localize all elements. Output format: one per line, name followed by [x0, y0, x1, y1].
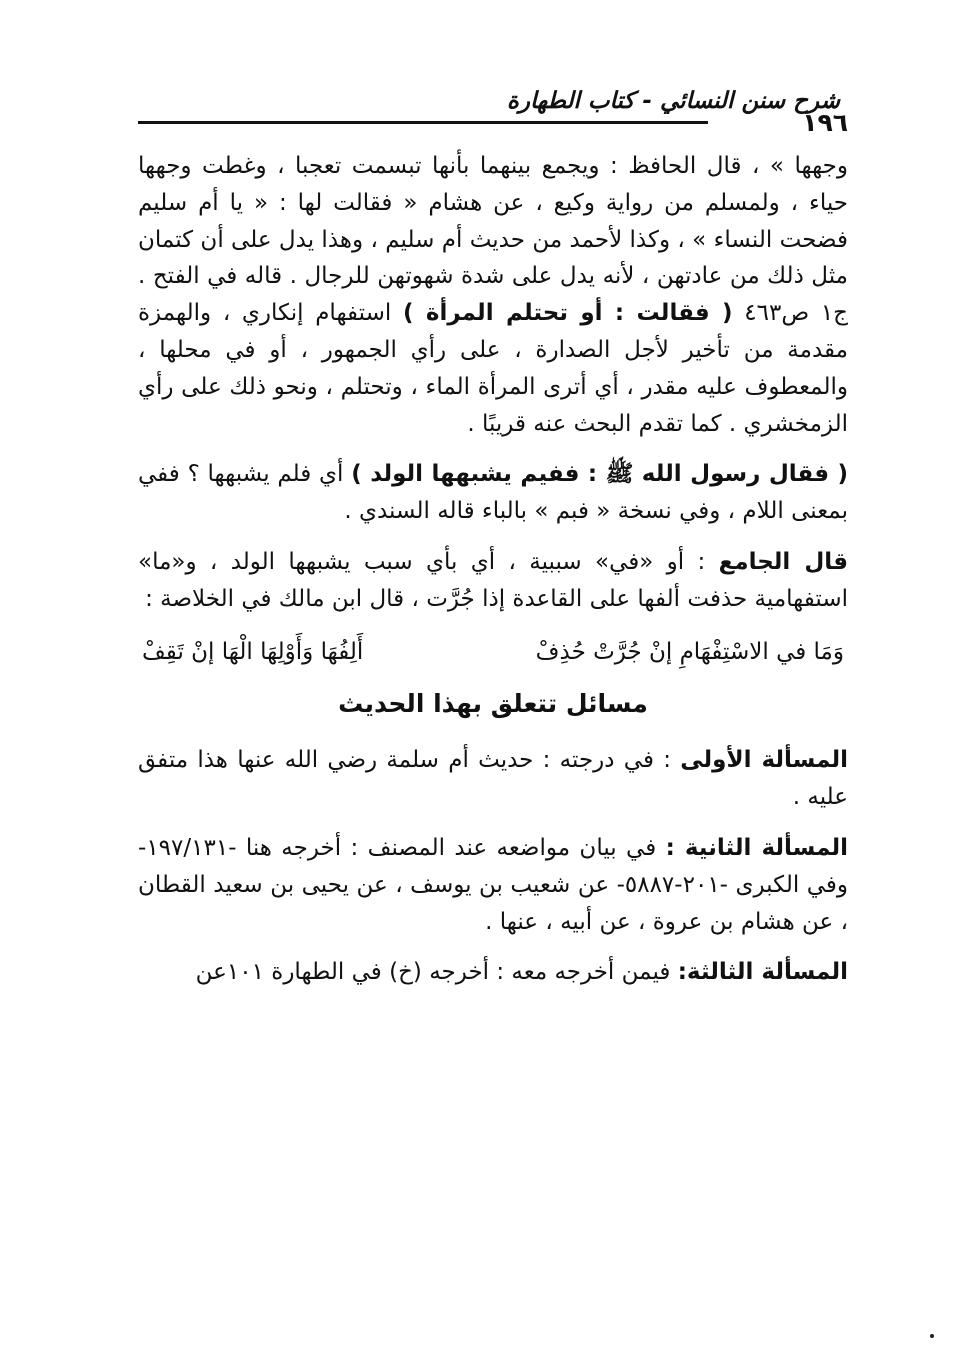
verse-first-hemistich: وَمَا في الاسْتِفْهَامِ إنْ جُرَّتْ حُذِفْ	[535, 638, 844, 665]
page-number: ١٩٦	[802, 108, 848, 137]
issue-3-text: فيمن أخرجه معه : أخرجه (خ) في الطهارة ١٠١عن	[195, 959, 671, 986]
verse-second-hemistich: أَلِفُهَا وَأَوْلِهَا الْهَا إنْ تَقِفْ	[142, 638, 364, 665]
poetry-verse	[138, 634, 848, 671]
issue-3	[138, 954, 848, 991]
quoted-hadith-phrase-2: ( فقال رسول الله ﷺ : ففيم يشبهها الولد )	[351, 461, 848, 488]
section-heading: مسائل تتعلق بهذا الحديث	[338, 689, 648, 719]
compiler-label: قال الجامع	[718, 548, 849, 575]
paragraph-1	[138, 148, 848, 442]
running-title: شرح سنن النسائي - كتاب الطهارة	[506, 88, 840, 114]
issue-2-label: المسألة الثانية :	[665, 834, 849, 861]
scan-speck	[930, 1334, 934, 1338]
issue-1-text: : في درجته : حديث أم سلمة رضي الله عنها هذا متفق عليه .	[138, 747, 848, 811]
quoted-hadith-phrase: ( فقالت : أو تحتلم المرأة )	[402, 300, 733, 327]
paragraph-2	[138, 456, 848, 530]
paragraph-1-continuation: استفهام إنكاري ، والهمزة مقدمة من تأخير لأجل الصدارة ، على رأي الجمهور ، أو في محلها ، والمعطوف عليه مقدر ، أي أترى المرأة الماء ، وتحتلم ، ونحو ذلك على رأي الزمخشري . كما تقدم البحث عنه قريبًا .	[138, 300, 848, 437]
issue-2-text: في بيان مواضعه عند المصنف : أخرجه هنا -١٩٧/١٣١- وفي الكبرى -٢٠١-٥٨٨٧- عن شعيب بن يوسف ، عن يحيى بن سعيد القطان ، عن هشام بن عروة ، عن أبيه ، عنها .	[138, 834, 848, 935]
paragraph-1-text: وجهها » ، قال الحافظ : ويجمع بينهما بأنها تبسمت تعجبا ، وغطت وجهها حياء ، ولمسلم من رواية وكيع ، عن هشام « فقالت لها : « يا أم سليم فضحت النساء » ، وكذا لأحمد من حديث أم سليم ، وهذا يدل على أن كتمان مثل ذلك من عادتهن ، لأنه يدل على شدة شهوتهن للرجال . قاله في الفتح . ج١ ص٤٦٣	[138, 153, 849, 327]
issue-1-label: المسألة الأولى	[680, 747, 849, 774]
paragraph-3	[138, 544, 848, 618]
paragraph-3-text: : أو «في» سببية ، أي بأي سبب يشبهها الولد ، و«ما» استفهامية حذفت ألفها على القاعدة إذا جُرَّت ، قال ابن مالك في الخلاصة :	[138, 548, 848, 612]
issue-1	[138, 742, 848, 816]
issue-2	[138, 830, 848, 940]
page-header	[138, 78, 848, 138]
issue-3-label: المسألة الثالثة:	[677, 959, 848, 986]
page-body	[138, 148, 848, 991]
paragraph-2-text: أي فلم يشبهها ؟ ففي بمعنى اللام ، وفي نسخة « فبم » بالباء قاله السندي .	[138, 461, 848, 525]
header-rule	[138, 121, 708, 124]
